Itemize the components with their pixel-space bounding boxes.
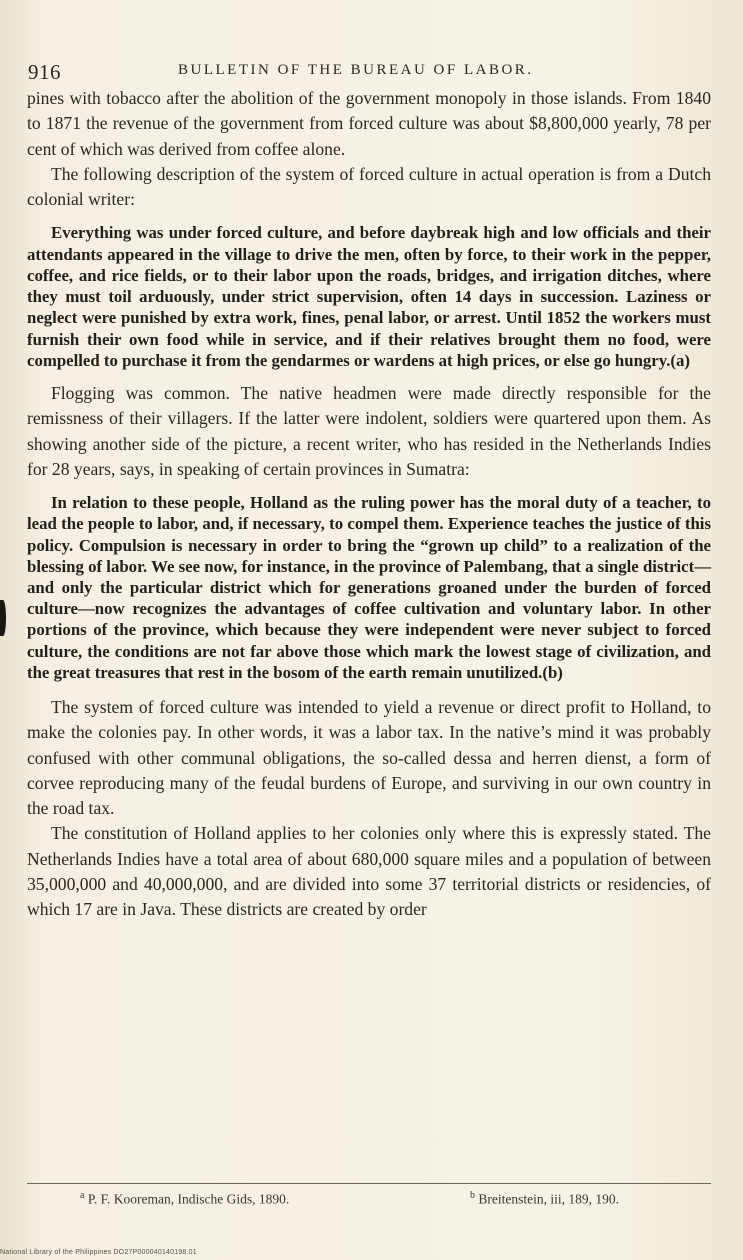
- footnote-divider: [27, 1183, 711, 1184]
- footnote-ref-b: (b): [542, 662, 563, 682]
- page-body: [27, 86, 711, 923]
- page-header: [28, 58, 718, 88]
- page-edge-mark: [0, 600, 6, 636]
- paragraph-labor-tax: The system of forced culture was intended to yield a revenue or direct profit to Holland, to make the colonies pay. In other words, it was a labor tax. In the native’s mind it was probably confused with other communal obligations, the so-called dessa and herren dienst, a form of corvee reproducing many of the feudal burdens of Europe, and surviving in our own country in the road tax.: [27, 696, 711, 819]
- footnote-a: [80, 1190, 289, 1208]
- block-quote-sumatra: [27, 492, 711, 683]
- quote-text: Everything was under forced culture, and before daybreak high and low officials and their attendants appeared in the village to drive the men, often by force, to their work in the pepper, coffee, and rice fields, or to their labor upon the roads, bridges, and irrigation ditches, where they must toil arduously, under strict supervision, often 14 days in succession. Laziness or neglect were punished by extra work, fines, penal labor, or arrest. Until 1852 the workers must furnish their own food while in service, and if their relatives brought them no food, were compelled to purchase it from the gendarmes or wardens at high prices, or else go hungry.: [27, 223, 711, 370]
- footnote-b-text: Breitenstein, iii, 189, 190.: [478, 1191, 619, 1207]
- paragraph-intro-quote: The following description of the system of forced culture in actual operation is from a Dutch colonial writer:: [27, 163, 711, 210]
- footnote-b: [470, 1190, 619, 1208]
- footnote-ref-a: (a): [670, 350, 690, 370]
- running-head: BULLETIN OF THE BUREAU OF LABOR.: [178, 62, 534, 78]
- footnote-b-marker: b: [470, 1190, 475, 1201]
- footnote-a-marker: a: [80, 1190, 85, 1201]
- footnote-a-text: P. F. Kooreman, Indische Gids, 1890.: [87, 1191, 290, 1207]
- paragraph-flogging: Flogging was common. The native headmen were made directly responsible for the remissness of their villagers. If the latter were indolent, soldiers were quartered upon them. As showing another side of the picture, a recent writer, who has resided in the Netherlands Indies for 28 years, says, in speaking of certain provinces in Sumatra:: [27, 382, 711, 479]
- scan-credit: National Library of the Philippines DO27P000040140198.01: [0, 1249, 197, 1256]
- page-number: 916: [28, 60, 61, 84]
- paragraph-constitution: The constitution of Holland applies to her colonies only where this is expressly stated. The Netherlands Indies have a total area of about 680,000 square miles and a population of between 35,000,000 and 40,000,000, and are divided into some 37 territorial districts or residencies, of which 17 are in Java. These districts are created by order: [27, 823, 711, 920]
- paragraph-continuation: pines with tobacco after the abolition of the government monopoly in those islands. From 1840 to 1871 the revenue of the government from forced culture was about $8,800,000 yearly, 78 per cent of which was derived from coffee alone.: [27, 88, 711, 159]
- quote-text: In relation to these people, Holland as the ruling power has the moral duty of a teacher, to lead the people to labor, and, if necessary, to compel them. Experience teaches the justice of this policy. Compulsion is necessary in order to bring the “grown up child” to a realization of the blessing of labor. We see now, for instance, in the province of Palembang, that a single district—and only the particular district which for generations groaned under the burden of forced culture—now recognizes the advantages of coffee cultivation and voluntary labor. In other portions of the province, which because they were independent were never subject to forced culture, the conditions are not far above those which mark the lowest stage of civilization, and the great treasures that rest in the bosom of the earth remain unutilized.: [27, 493, 711, 682]
- block-quote-dutch-writer: [27, 222, 711, 370]
